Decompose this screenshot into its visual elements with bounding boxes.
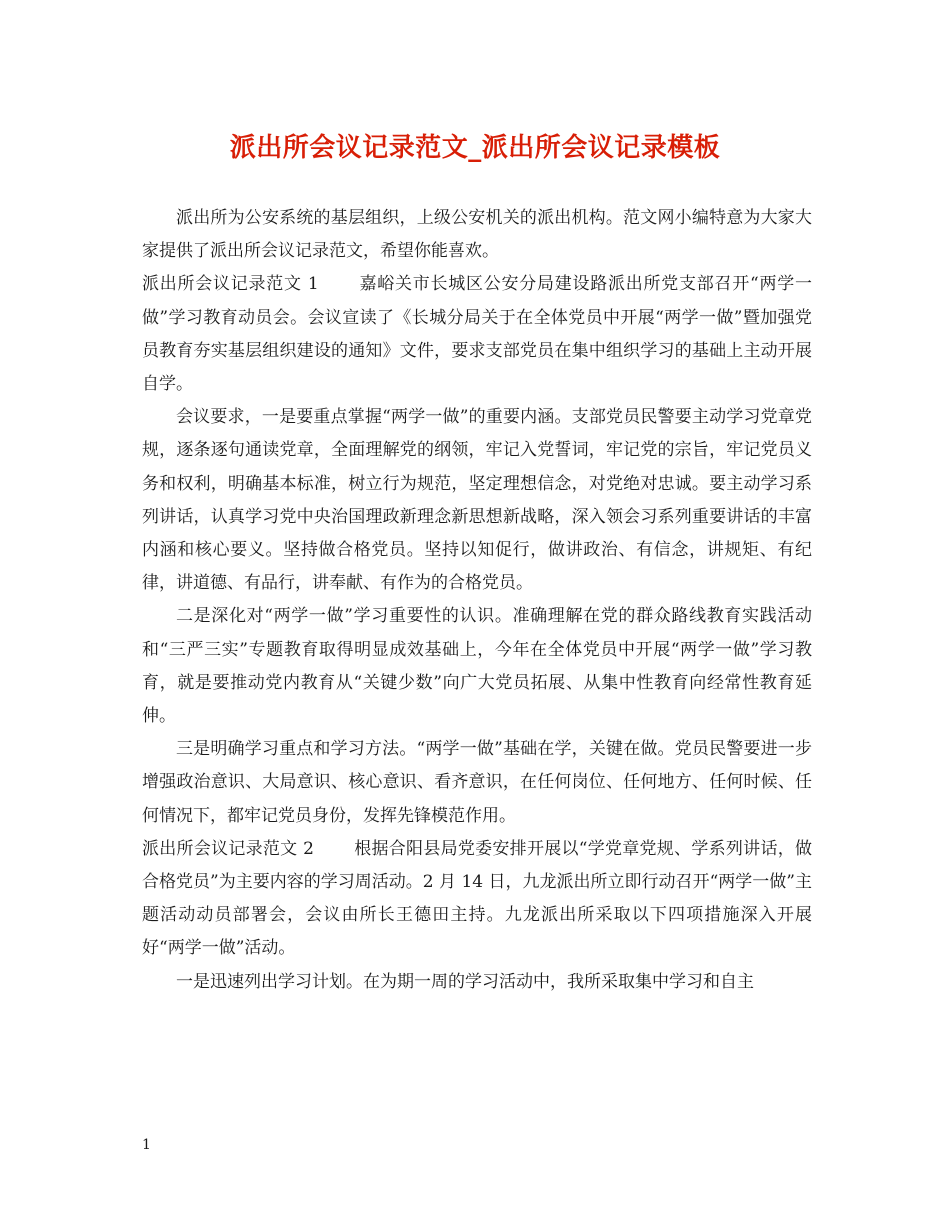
paragraph bbox=[142, 833, 812, 966]
document-title: 派出所会议记录范文_派出所会议记录模板 bbox=[229, 133, 721, 163]
document-body bbox=[142, 202, 812, 999]
paragraph: 会议要求，一是要重点掌握“两学一做”的重要内涵。支部党员民警要主动学习党章党规，逐条逐句通读党章，全面理解党的纲领，牢记入党誓词，牢记党的宗旨，牢记党员义务和权利，明确基本标准，树立行为规范，坚定理想信念，对党绝对忠诚。要主动学习系列讲话，认真学习党中央治国理政新理念新思想新战略，深入领会习系列重要讲话的丰富内涵和核心要义。坚持做合格党员。坚持以知促行，做讲政治、有信念，讲规矩、有纪律，讲道德、有品行，讲奉献、有作为的合格党员。 bbox=[142, 407, 812, 594]
section-label: 派出所会议记录范文 2 bbox=[142, 838, 314, 859]
paragraph-text: 根据合阳县局党委安排开展以“学党章党规、学系列讲话，做合格党员”为主要内容的学习周活动。2 月 14 日，九龙派出所立即行动召开“两学一做”主题活动动员部署会，会议由所长王德田主持。九龙派出所采取以下四项措施深入开展好“两学一做”活动。 bbox=[142, 838, 812, 959]
paragraph: 三是明确学习重点和学习方法。“两学一做”基础在学，关键在做。党员民警要进一步增强政治意识、大局意识、核心意识、看齐意识，在任何岗位、任何地方、任何时候、任何情况下，都牢记党员身份，发挥先锋模范作用。 bbox=[142, 739, 812, 826]
section-label: 派出所会议记录范文 1 bbox=[142, 274, 319, 295]
paragraph: 二是深化对“两学一做”学习重要性的认识。准确理解在党的群众路线教育实践活动和“三严三实”专题教育取得明显成效基础上，今年在全体党员中开展“两学一做”学习教育，就是要推动党内教育从“关键少数”向广大党员拓展、从集中性教育向经常性教育延伸。 bbox=[142, 606, 812, 727]
page-number: 1 bbox=[142, 1137, 151, 1153]
paragraph-text: 嘉峪关市长城区公安分局建设路派出所党支部召开“两学一做”学习教育动员会。会议宣读了《长城分局关于在全体党员中开展“两学一做”暨加强党员教育夯实基层组织建设的通知》文件，要求支部党员在集中组织学习的基础上主动开展自学。 bbox=[142, 274, 812, 395]
paragraph: 一是迅速列出学习计划。在为期一周的学习活动中，我所采取集中学习和自主 bbox=[176, 971, 754, 992]
paragraph bbox=[142, 268, 812, 401]
paragraph: 派出所为公安系统的基层组织，上级公安机关的派出机构。范文网小编特意为大家大家提供了派出所会议记录范文，希望你能喜欢。 bbox=[142, 208, 812, 262]
